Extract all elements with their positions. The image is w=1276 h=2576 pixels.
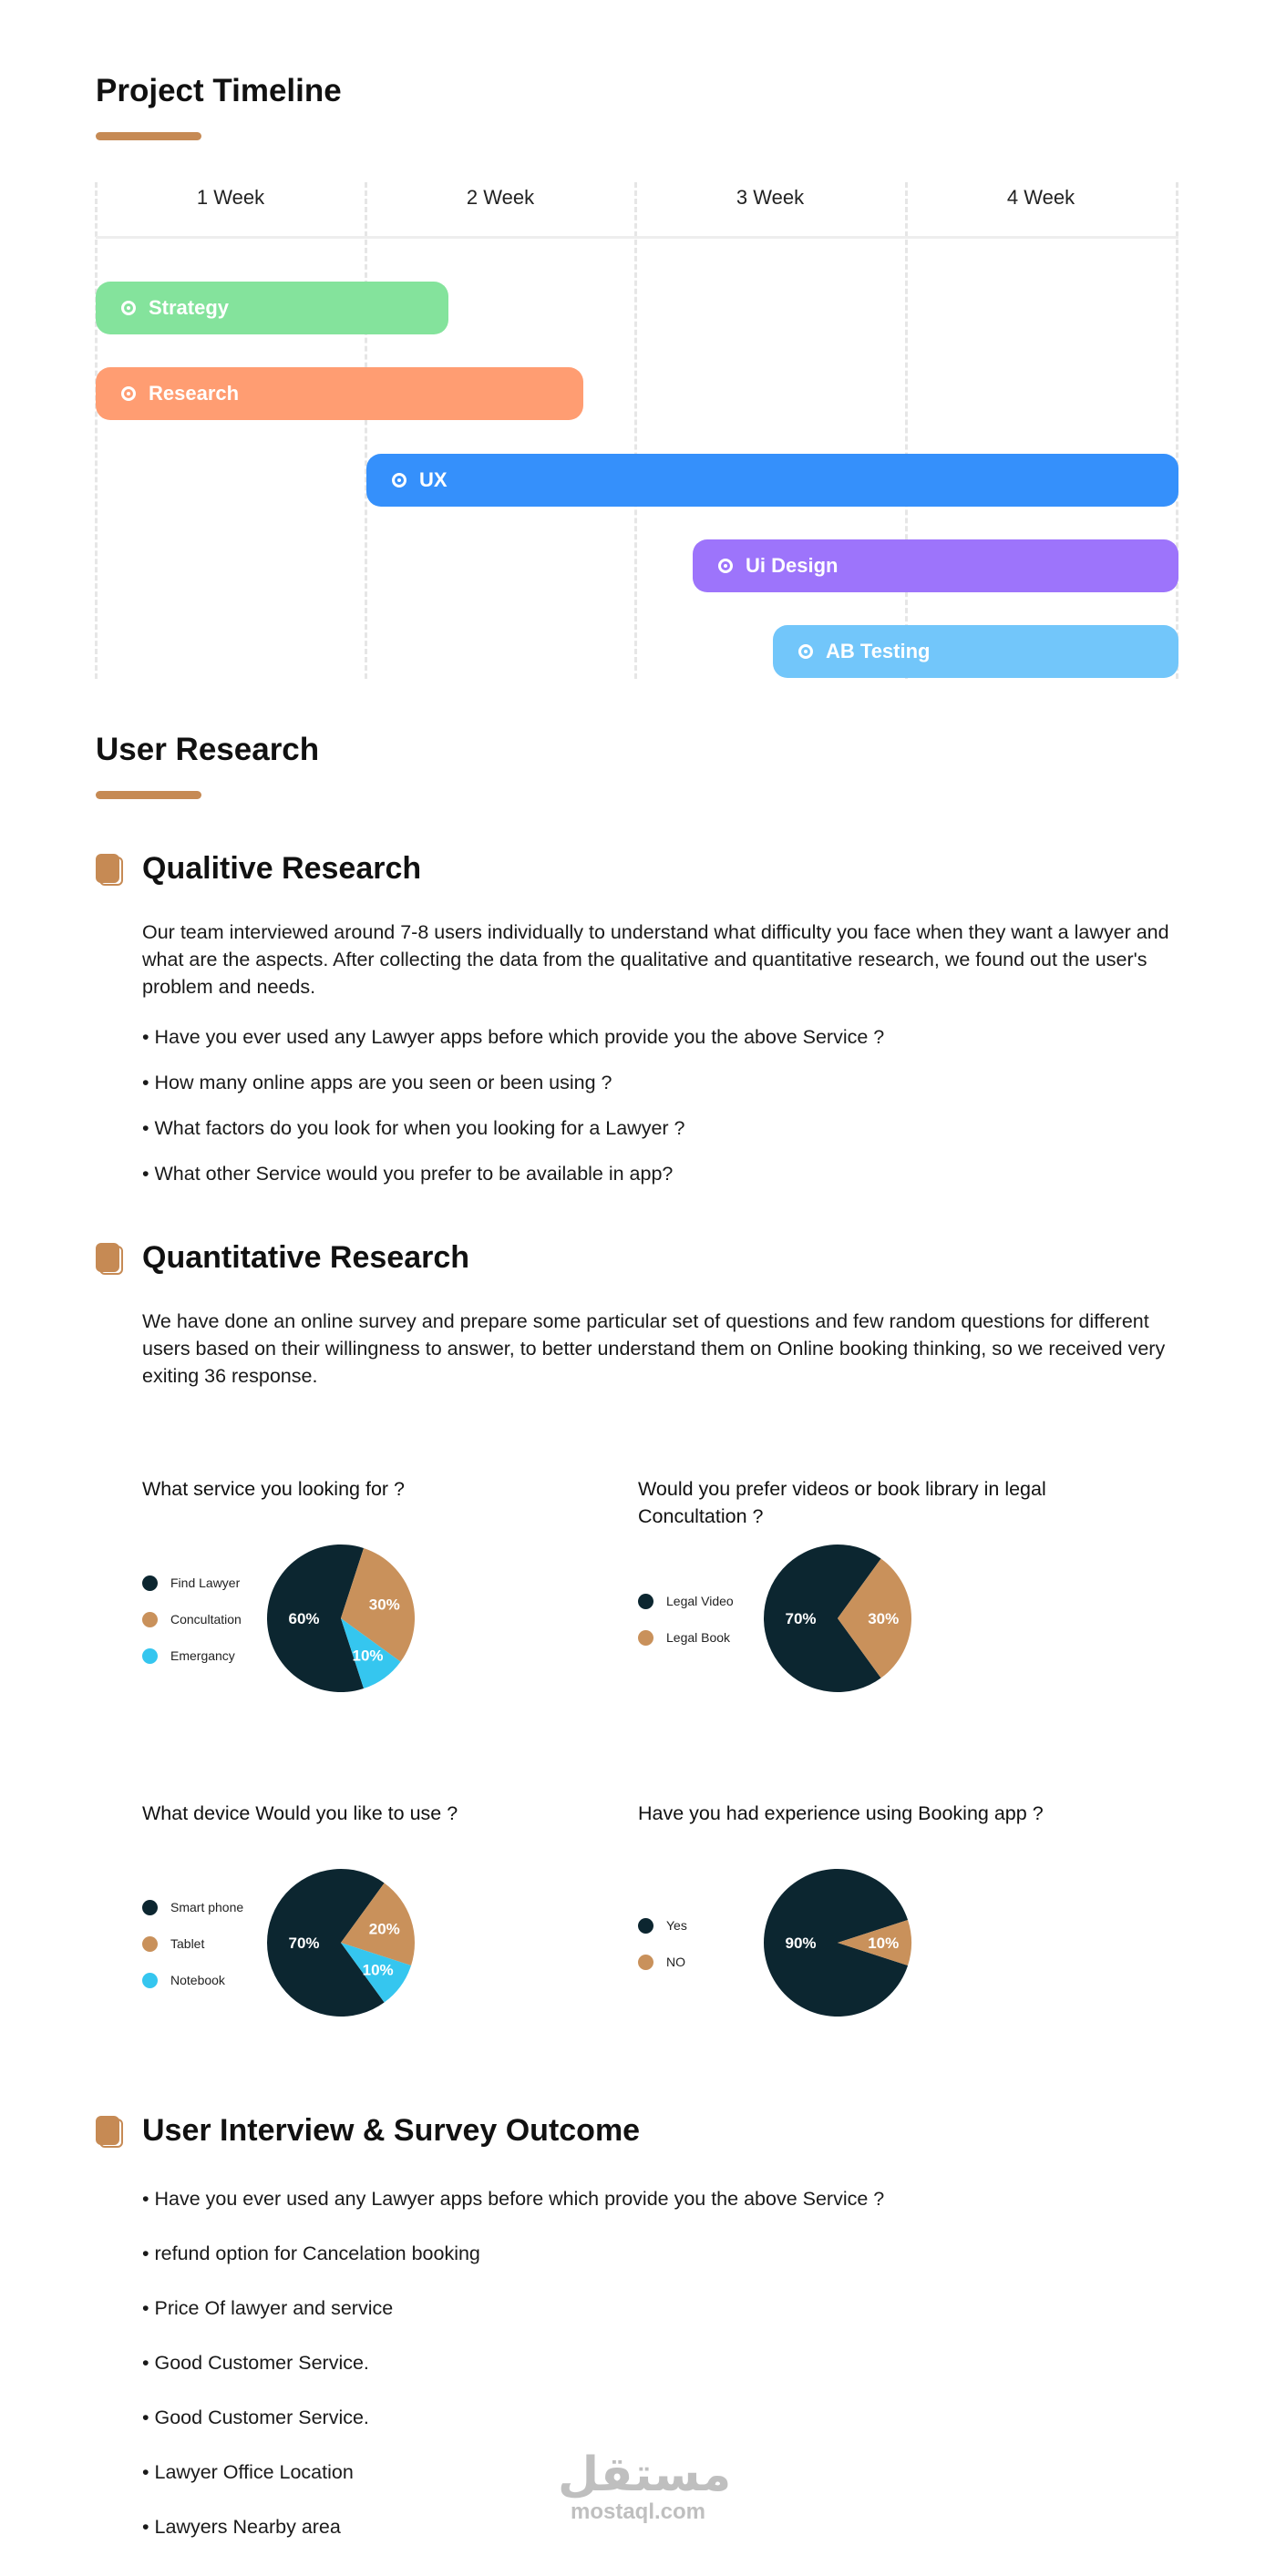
- week-1-label: 1 Week: [196, 186, 265, 209]
- qualitative-bullet: • How many online apps are you seen or been using ?: [142, 1072, 612, 1093]
- chart-2-legend: [638, 1592, 734, 1647]
- legend-swatch: [142, 1575, 158, 1591]
- legend-item: [638, 1916, 687, 1935]
- target-icon: [798, 644, 813, 659]
- timeline-gridline: [95, 182, 98, 679]
- qualitative-paragraph: Our team interviewed around 7-8 users individually to understand what difficulty you face when they want a lawyer and what are the aspects. After collecting the data from the qualitative and quantitative research, we found out the user's problem and needs.: [142, 921, 1169, 998]
- legend-label: Legal Video: [666, 1594, 734, 1608]
- legend-item: [142, 1574, 242, 1592]
- timeline-bar-strategy[interactable]: [96, 282, 448, 334]
- legend-item: [142, 1971, 243, 1989]
- legend-item: [638, 1953, 687, 1971]
- chart-4-question: Have you had experience using Booking app ?: [638, 1802, 1044, 1824]
- legend-label: Find Lawyer: [170, 1575, 241, 1590]
- pie-data-label: 20%: [368, 1920, 400, 1938]
- target-icon: [121, 301, 136, 315]
- timeline-gridline: [1176, 182, 1178, 679]
- outcome-bullet: • Price Of lawyer and service: [142, 2297, 394, 2319]
- legend-swatch: [142, 1612, 158, 1627]
- pie-chart-4: [763, 1868, 912, 2017]
- watermark: [558, 2448, 732, 2524]
- target-icon: [718, 559, 733, 573]
- watermark-arabic: مستقل: [558, 2448, 732, 2502]
- user-research-underline: [96, 791, 201, 799]
- legend-item: [142, 1935, 243, 1953]
- legend-label: Concultation: [170, 1612, 242, 1627]
- legend-item: [142, 1647, 242, 1665]
- pie-chart-1: [266, 1544, 416, 1693]
- chart-1-question: What service you looking for ?: [142, 1478, 405, 1500]
- chart-4-legend: [638, 1916, 687, 1971]
- legend-swatch: [638, 1918, 653, 1934]
- qualitative-bullet: • Have you ever used any Lawyer apps before which provide you the above Service ?: [142, 1026, 885, 1048]
- legend-label: NO: [666, 1955, 685, 1969]
- outcome-bullet: • Good Customer Service.: [142, 2407, 369, 2428]
- legend-item: [638, 1592, 734, 1610]
- legend-swatch: [142, 1936, 158, 1952]
- legend-label: Legal Book: [666, 1630, 731, 1645]
- pie-chart-3: [266, 1868, 416, 2017]
- timeline-bar-research[interactable]: [96, 367, 583, 420]
- outcome-bullet: • Lawyer Office Location: [142, 2461, 354, 2483]
- legend-swatch: [638, 1955, 653, 1970]
- document-icon: [96, 854, 121, 885]
- document-icon: [96, 1243, 121, 1274]
- watermark-latin: mostaql.com: [570, 2499, 706, 2524]
- legend-item: [638, 1628, 734, 1647]
- chart-3-legend: [142, 1898, 243, 1989]
- chart-2-question: Would you prefer videos or book library in legal Concultation ?: [638, 1478, 1046, 1527]
- bar-label: Research: [149, 382, 240, 405]
- user-research-title: User Research: [96, 732, 320, 767]
- quantitative-title: Quantitative Research: [142, 1240, 470, 1275]
- target-icon: [392, 473, 406, 487]
- chart-1-legend: [142, 1574, 242, 1665]
- quantitative-paragraph: We have done an online survey and prepare some particular set of questions and few random questions for different users based on their willingness to answer, to better understand them on Online booking thinking, so we received very exiting 36 response.: [142, 1310, 1166, 1387]
- legend-swatch: [638, 1594, 653, 1609]
- timeline-gridline: [634, 182, 637, 679]
- timeline-bar-ux[interactable]: [366, 454, 1178, 507]
- pie-data-label: 10%: [868, 1935, 900, 1952]
- bar-label: Strategy: [149, 296, 230, 319]
- target-icon: [121, 386, 136, 401]
- chart-block-1: [142, 1475, 634, 1665]
- qualitative-title: Qualitive Research: [142, 851, 422, 886]
- pie-data-label: 30%: [368, 1596, 400, 1614]
- pie-data-label: 70%: [288, 1935, 320, 1952]
- legend-swatch: [142, 1900, 158, 1915]
- legend-swatch: [142, 1648, 158, 1664]
- timeline-bar-ui-design[interactable]: [693, 539, 1178, 592]
- chart-3-question: What device Would you like to use ?: [142, 1802, 458, 1824]
- outcome-bullet: • refund option for Cancelation booking: [142, 2242, 480, 2264]
- pie-data-label: 70%: [785, 1610, 817, 1627]
- legend-swatch: [638, 1630, 653, 1646]
- timeline-title: Project Timeline: [96, 73, 342, 108]
- pie-data-label: 10%: [362, 1961, 394, 1979]
- week-3-label: 3 Week: [736, 186, 805, 209]
- pie-chart-2: [763, 1544, 912, 1693]
- chart-block-4: [638, 1800, 1130, 1969]
- chart-block-3: [142, 1800, 634, 1987]
- qualitative-bullet: • What factors do you look for when you looking for a Lawyer ?: [142, 1117, 685, 1139]
- legend-item: [142, 1898, 243, 1916]
- timeline-header-divider: [96, 236, 1178, 239]
- legend-label: Yes: [666, 1918, 687, 1933]
- document-icon: [96, 2116, 121, 2147]
- outcome-bullet: • Good Customer Service.: [142, 2352, 369, 2374]
- pie-data-label: 90%: [785, 1935, 817, 1952]
- outcome-bullet: • Lawyers Nearby area: [142, 2516, 341, 2538]
- legend-label: Smart phone: [170, 1900, 244, 1914]
- qualitative-bullet: • What other Service would you prefer to be available in app?: [142, 1163, 674, 1185]
- legend-swatch: [142, 1973, 158, 1988]
- outcome-bullet: • Have you ever used any Lawyer apps before which provide you the above Service ?: [142, 2188, 885, 2210]
- pie-data-label: 10%: [352, 1647, 384, 1665]
- legend-label: Tablet: [170, 1936, 205, 1951]
- timeline-title-underline: [96, 132, 201, 140]
- pie-data-label: 60%: [288, 1610, 320, 1627]
- timeline-gridline: [905, 182, 908, 679]
- pie-data-label: 30%: [868, 1610, 900, 1627]
- legend-label: Notebook: [170, 1973, 225, 1987]
- bar-label: UX: [419, 468, 448, 491]
- week-2-label: 2 Week: [466, 186, 535, 209]
- timeline-gridline: [365, 182, 367, 679]
- legend-item: [142, 1610, 242, 1628]
- chart-block-2: [638, 1475, 1130, 1645]
- bar-label: Ui Design: [746, 554, 839, 577]
- outcome-title: User Interview & Survey Outcome: [142, 2113, 641, 2148]
- timeline-bar-ab-testing[interactable]: [773, 625, 1178, 678]
- bar-label: AB Testing: [826, 640, 931, 662]
- week-4-label: 4 Week: [1006, 186, 1075, 209]
- legend-label: Emergancy: [170, 1648, 235, 1663]
